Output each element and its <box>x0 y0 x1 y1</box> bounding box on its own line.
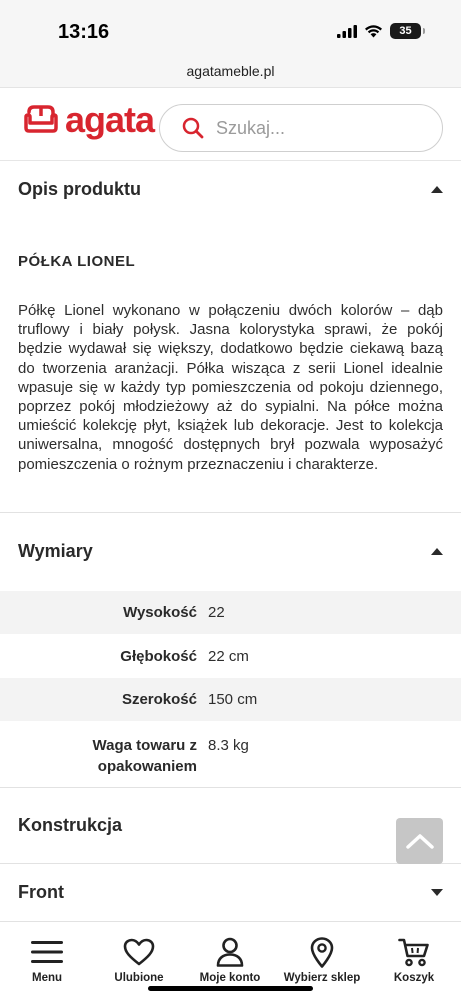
dimensions-section-header[interactable] <box>0 513 461 590</box>
user-icon <box>216 937 244 967</box>
product-description: Półkę Lionel wykonano w połączeniu dwóch kolorów – dąb truflowy i biały połysk. Jasna kolorystyka sprawi, że pokój będzie wydawał się większy, dodatkowo będzie ciekawą bazą do tworzenia aranżacji. Półka wisząca z serii Lionel idealnie wpasuje się w każdy typ pomieszczenia od pokoju dziennego, poprzez pokój młodzieżowy aż do sypialni. Na półce można umieścić kolekcję płyt, książek lub dekoracje. Jest to kolekcja uniwersalna, mnogość dostępnych brył pozwala wyposażyć pomieszczenia o rożnym przeznaczeniu i charakterze. <box>18 302 443 473</box>
chevron-down-icon <box>431 889 443 896</box>
dimension-label: Waga towaru z opakowaniem <box>92 737 197 775</box>
description-section-title: Opis produktu <box>18 178 141 199</box>
bottom-nav <box>0 921 461 999</box>
search-placeholder: Szukaj... <box>216 117 286 138</box>
dimension-row-width <box>0 678 461 721</box>
dimension-value: 150 cm <box>208 691 258 708</box>
nav-item-menu[interactable] <box>1 936 93 984</box>
construction-section-header[interactable] <box>0 788 461 863</box>
dimension-row-depth <box>0 634 461 678</box>
agata-logo[interactable] <box>23 99 154 141</box>
front-section-header[interactable] <box>0 864 461 920</box>
battery-icon: 35 <box>390 23 421 39</box>
cart-icon <box>398 937 430 967</box>
nav-label: Koszyk <box>393 972 435 984</box>
search-icon <box>182 117 204 139</box>
status-icons <box>337 23 421 39</box>
construction-section-title: Konstrukcja <box>18 815 123 835</box>
search-input[interactable] <box>159 104 443 152</box>
product-name: PÓŁKA LIONEL <box>18 253 136 270</box>
heart-icon <box>123 938 155 966</box>
dimension-label: Szerokość <box>121 691 197 708</box>
dimensions-section-title: Wymiary <box>18 541 93 561</box>
hamburger-icon <box>31 939 63 965</box>
signal-icon <box>337 25 357 38</box>
dimension-value: 22 cm <box>208 647 249 665</box>
nav-label: Menu <box>31 972 63 984</box>
dimension-row-weight <box>0 721 461 787</box>
dimension-row-height <box>0 591 461 634</box>
front-section-title: Front <box>18 881 64 902</box>
status-bar <box>0 0 461 58</box>
home-indicator <box>148 986 313 991</box>
wifi-icon <box>364 24 383 38</box>
site-header <box>0 89 461 161</box>
scroll-to-top-button[interactable] <box>396 818 443 864</box>
location-pin-icon <box>310 937 334 968</box>
logo-text: agata <box>65 99 155 140</box>
nav-label: Ulubione <box>114 972 164 984</box>
dimension-value: 22 <box>208 604 225 621</box>
status-time: 13:16 <box>58 21 110 43</box>
nav-item-cart[interactable] <box>368 936 460 984</box>
chevron-up-icon <box>431 186 443 193</box>
chevron-up-icon <box>406 833 434 849</box>
chevron-up-icon <box>431 548 443 555</box>
nav-item-favorites[interactable] <box>93 936 185 984</box>
nav-item-store[interactable] <box>276 936 368 984</box>
browser-url[interactable]: agatameble.pl <box>0 58 461 88</box>
dimension-label: Głębokość <box>120 647 197 665</box>
nav-label: Moje konto <box>199 972 261 984</box>
description-section-header[interactable] <box>0 161 461 217</box>
nav-item-account[interactable] <box>184 936 276 984</box>
dimension-value: 8.3 kg <box>208 737 249 754</box>
nav-label: Wybierz sklep <box>283 972 361 984</box>
dimension-label: Wysokość <box>123 604 197 621</box>
sofa-logo-icon <box>23 104 59 136</box>
